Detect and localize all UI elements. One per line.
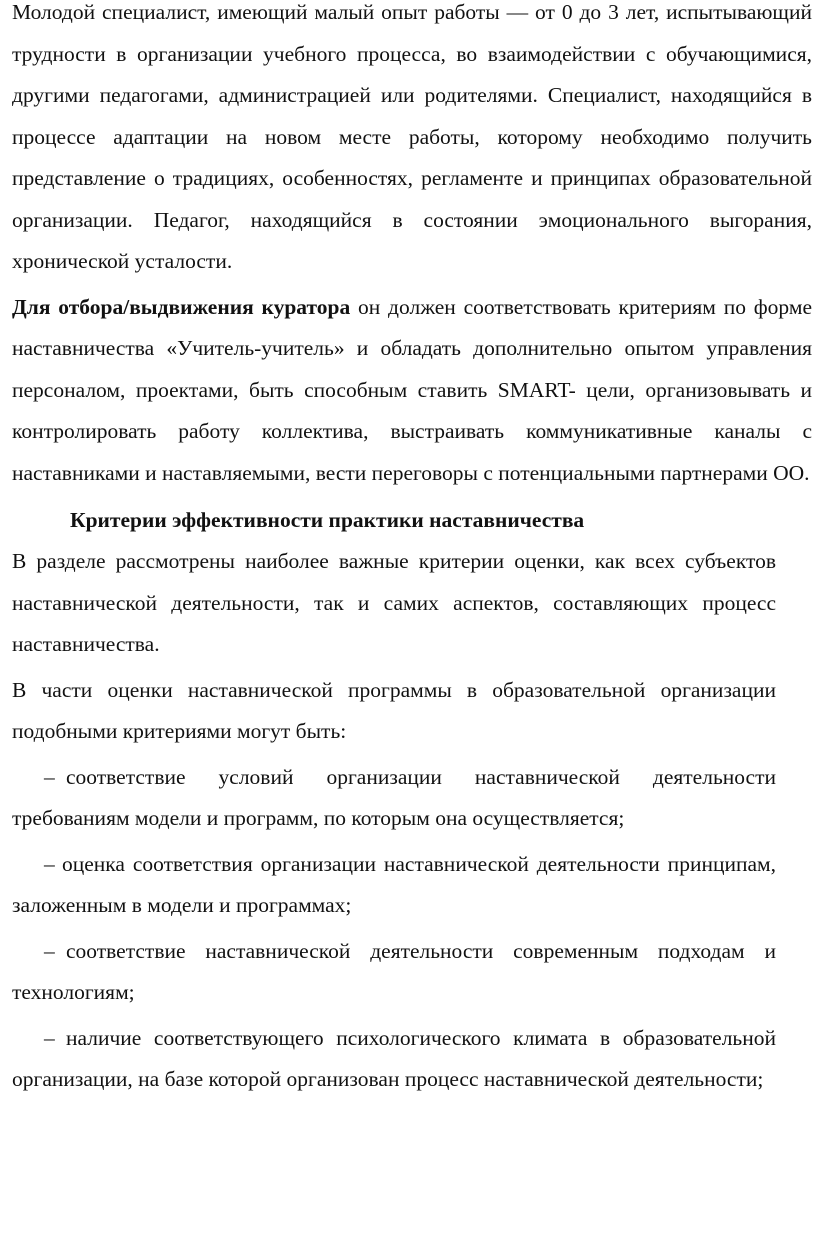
criteria-list — [12, 757, 812, 1101]
list-item — [12, 844, 776, 927]
dash-bullet: – — [44, 764, 55, 789]
paragraph-curator-criteria — [12, 287, 812, 495]
dash-bullet: – — [44, 1025, 55, 1050]
list-item-text: соответствие условий организации наставнической деятельности требованиям модели и программ, по которым она осуществляется; — [12, 764, 776, 830]
list-item-text: соответствие наставнической деятельности современным подходам и технологиям; — [12, 938, 776, 1004]
paragraph-mentee-description: Молодой специалист, имеющий малый опыт работы — от 0 до 3 лет, испытывающий трудности в организации учебного процесса, во взаимодействии с обучающимися, другими педагогами, администрацией или родителями. Специалист, находящийся в процессе адаптации на новом месте работы, которому необходимо получить представление о традициях, особенностях, регламенте и принципах образовательной организации. Педагог, находящийся в состоянии эмоционального выгорания, хронической усталости. — [12, 0, 812, 273]
curator-criteria-bold-lead: Для отбора/выдвижения куратора — [12, 294, 351, 319]
document-page — [12, 0, 812, 1101]
list-item — [12, 931, 776, 1014]
paragraph-section-intro: В разделе рассмотрены наиболее важные критерии оценки, как всех субъектов наставнической деятельности, так и самих аспектов, составляющих процесс наставничества. — [12, 549, 776, 656]
dash-bullet: – — [44, 938, 55, 963]
section-heading: Критерии эффективности практики наставничества — [70, 508, 585, 532]
list-item-text: наличие соответствующего психологического климата в образовательной организации, на базе которой организован процесс наставнической деятельности; — [12, 1025, 776, 1091]
list-item — [12, 757, 776, 840]
paragraph-criteria-intro: В части оценки наставнической программы в образовательной организации подобными критериями могут быть: — [12, 677, 776, 743]
list-item — [12, 1018, 776, 1101]
dash-bullet: – — [44, 851, 55, 876]
list-item-text: оценка соответствия организации наставнической деятельности принципам, заложенным в модели и программах; — [12, 851, 776, 917]
curator-criteria-text: он должен соответствовать критериям по форме наставничества «Учитель-учитель» и обладать дополнительно опытом управления персоналом, проектами, быть способным ставить SMART- цели, организовывать и контролировать работу коллектива, выстраивать коммуникативные каналы с наставниками и наставляемыми, вести переговоры с потенциальными партнерами ОО. — [12, 294, 812, 485]
